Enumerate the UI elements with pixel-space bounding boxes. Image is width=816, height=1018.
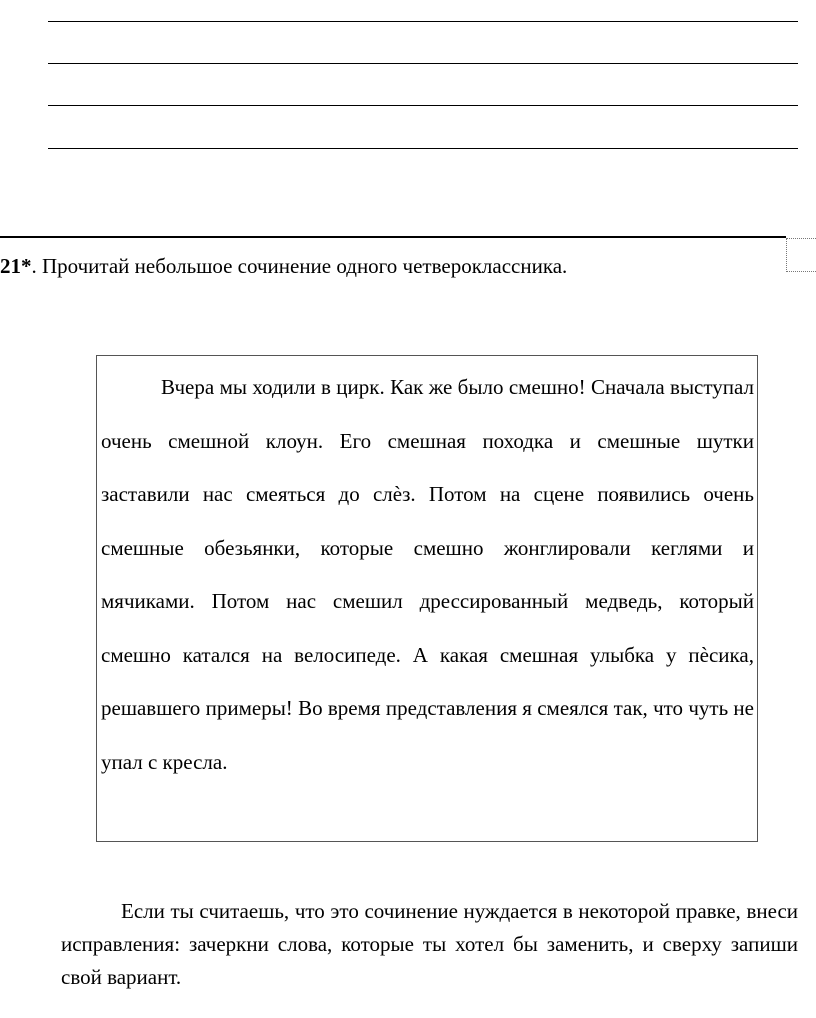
task-heading: [0, 252, 567, 280]
essay-box: [96, 355, 758, 842]
answer-line-2[interactable]: [48, 63, 798, 64]
essay-text[interactable]: Вчера мы ходили в цирк. Как же было смешно! Сначала выступал очень смешной клоун. Его смешная походка и смешные шутки заставили нас смеяться до слѐз. Потом на сцене появились очень смешные обезьянки, которые смешно жонглировали кеглями и мячиками. Потом нас смешил дрессированный медведь, который смешно катался на велосипеде. А какая смешная улыбка у пѐсика, решавшего примеры! Во время представления я смеялся так, что чуть не упал с кресла.: [101, 375, 754, 774]
answer-line-1[interactable]: [48, 21, 798, 22]
instruction-text: Если ты считаешь, что это сочинение нуждается в некоторой правке, внеси исправления: зачеркни слова, которые ты хотел бы заменить, и сверху запиши свой вариант.: [61, 899, 798, 989]
score-box[interactable]: [786, 238, 816, 272]
answer-line-3[interactable]: [48, 105, 798, 106]
task-number: 21*: [0, 254, 32, 278]
task-separator: [0, 236, 786, 238]
task-prompt: . Прочитай небольшое сочинение одного четвероклассника.: [31, 254, 568, 278]
answer-line-4[interactable]: [48, 148, 798, 149]
